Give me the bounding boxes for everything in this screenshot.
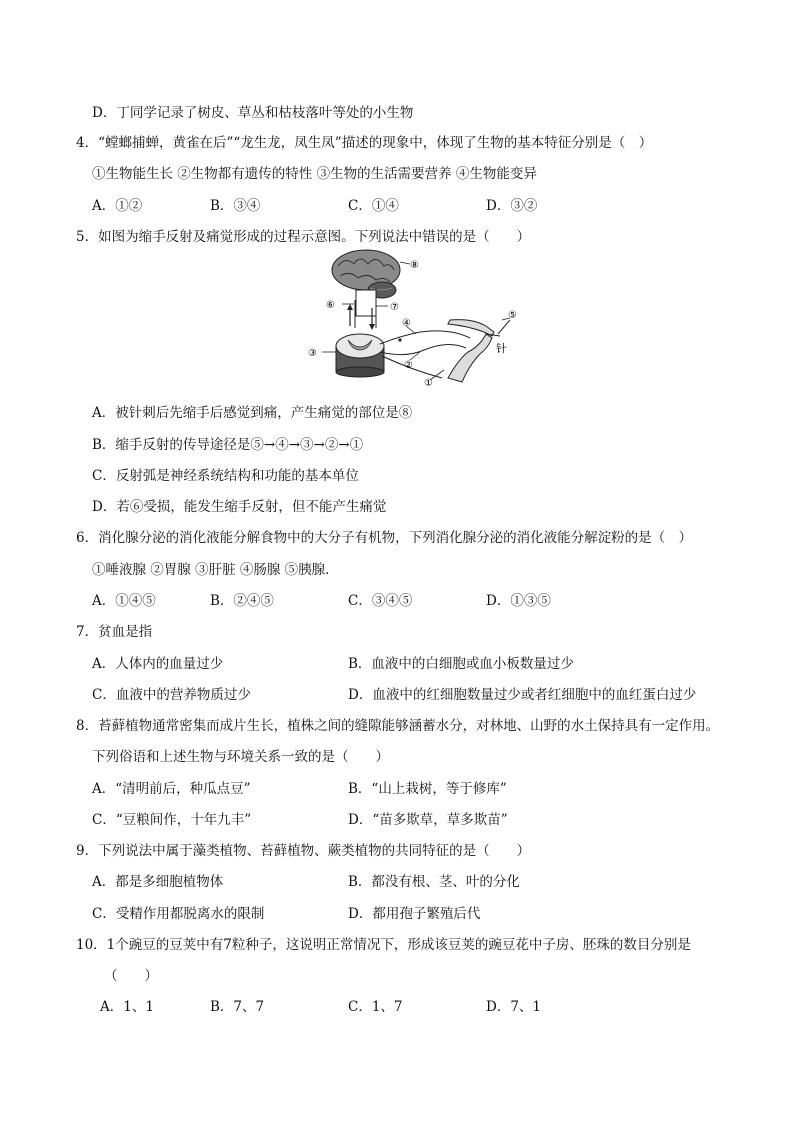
ascending-arrow-icon xyxy=(347,304,353,326)
q7-option-c: C．血液中的营养物质过少 xyxy=(92,687,251,703)
q8-option-a: A．“清明前后，种瓜点豆” xyxy=(92,781,251,797)
q8-option-b: B．“山上栽树，等于修库” xyxy=(348,781,507,797)
q6-option-a: A．①④⑤ xyxy=(92,593,156,609)
q7-option-d: D．血液中的红细胞数量过少或者红细胞中的血红蛋白过少 xyxy=(348,687,697,703)
q7-stem: 7．贫血是指 xyxy=(76,624,153,640)
needle-icon xyxy=(498,320,510,334)
label-1: ① xyxy=(424,378,433,389)
q6-option-b: B．②④⑤ xyxy=(210,593,274,609)
q8-option-c: C．“豆粮间作，十年九丰” xyxy=(92,812,252,828)
label-5: ⑤ xyxy=(508,310,517,321)
q10-option-c: C．1、7 xyxy=(348,999,403,1015)
label-8: ⑧ xyxy=(410,260,419,271)
label-6: ⑥ xyxy=(326,300,335,311)
label-needle: 针 xyxy=(496,342,507,355)
label-3: ③ xyxy=(308,348,317,359)
q9-option-b: B．都没有根、茎、叶的分化 xyxy=(348,874,520,890)
q6-option-d: D．①③⑤ xyxy=(486,593,551,609)
q3-option-d: D．丁同学记录了树皮、草丛和枯枝落叶等处的小生物 xyxy=(92,105,414,121)
q5-option-b: B．缩手反射的传导途径是⑤→④→③→②→① xyxy=(92,437,364,453)
q4-option-b: B．③④ xyxy=(210,198,261,214)
reflex-arc-diagram xyxy=(298,248,528,398)
q10-option-a: A．1、1 xyxy=(100,999,154,1015)
q9-option-d: D．都用孢子繁殖后代 xyxy=(348,906,481,922)
q10-option-d: D．7、1 xyxy=(486,999,542,1015)
label-2: ② xyxy=(404,360,413,371)
q4-option-c: C．①④ xyxy=(348,198,399,214)
q4-option-a: A．①② xyxy=(92,198,143,214)
q6-stem: 6．消化腺分泌的消化液能分解食物中的大分子有机物，下列消化腺分泌的消化液能分解淀粉的是（ ） xyxy=(76,530,693,546)
q7-option-b: B．血液中的白细胞或血小板数量过少 xyxy=(348,656,574,672)
q5-stem: 5．如图为缩手反射及痛觉形成的过程示意图。下列说法中错误的是（ ） xyxy=(76,229,531,245)
q5-option-c: C．反射弧是神经系统结构和功能的基本单位 xyxy=(92,468,359,484)
q8-stem-continued: 下列俗语和上述生物与环境关系一致的是（ ） xyxy=(92,749,389,765)
q9-stem: 9．下列说法中属于藻类植物、苔藓植物、蕨类植物的共同特征的是（ ） xyxy=(76,843,531,859)
q9-option-c: C．受精作用都脱离水的限制 xyxy=(92,906,265,922)
q10-stem-continued: （ ） xyxy=(104,968,158,984)
label-4: ④ xyxy=(402,318,411,329)
q8-option-d: D．“苗多欺草，草多欺苗” xyxy=(348,812,508,828)
q4-option-d: D．③② xyxy=(486,198,538,214)
arm-illustration xyxy=(448,320,500,382)
q6-choices: ①唾液腺 ②胃腺 ③肝脏 ④肠腺 ⑤胰腺． xyxy=(92,562,339,578)
q10-option-b: B．7、7 xyxy=(210,999,265,1015)
q5-option-d: D．若⑥受损，能发生缩手反射，但不能产生痛觉 xyxy=(92,499,387,515)
q4-choices: ①生物能生长 ②生物都有遗传的特性 ③生物的生活需要营养 ④生物能变异 xyxy=(92,166,537,182)
q7-option-a: A．人体内的血量过少 xyxy=(92,656,224,672)
label-7: ⑦ xyxy=(390,302,399,313)
q4-stem: 4．“螳螂捕蝉，黄雀在后”“龙生龙，凤生凤”描述的现象中，体现了生物的基本特征分别是（ ） xyxy=(76,135,653,151)
q10-stem: 10．1个豌豆的豆荚中有7粒种子，这说明正常情况下，形成该豆荚的豌豆花中子房、胚珠的数目分别是 xyxy=(76,937,691,953)
q9-option-a: A．都是多细胞植物体 xyxy=(92,874,224,890)
q6-option-c: C．③④⑤ xyxy=(348,593,413,609)
spinal-cord-illustration xyxy=(336,334,384,377)
q5-option-a: A．被针刺后先缩手后感觉到痛，产生痛觉的部位是⑧ xyxy=(92,405,413,421)
q8-stem: 8．苔藓植物通常密集而成片生长，植株之间的缝隙能够涵蓄水分，对林地、山野的水土保持具有一定作用。 xyxy=(76,718,720,734)
